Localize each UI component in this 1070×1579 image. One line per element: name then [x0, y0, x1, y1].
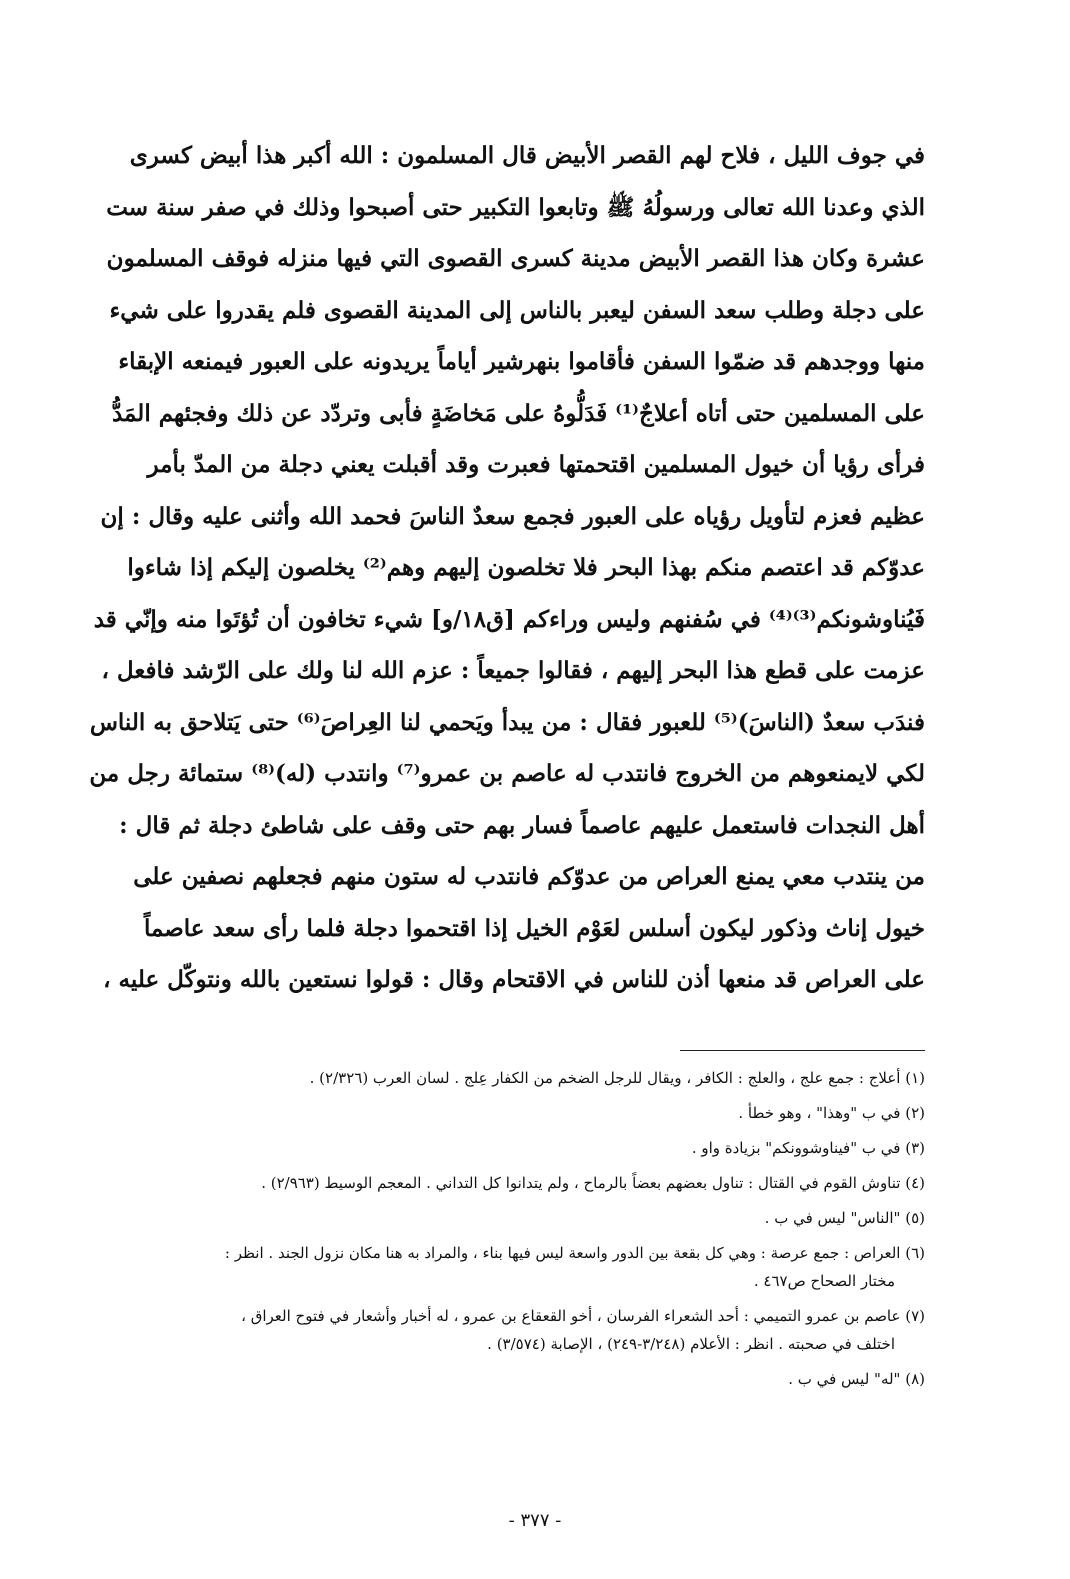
main-text — [89, 130, 925, 1006]
text-line: عشرة وكان هذا القصر الأبيض مدينة كسرى القصوى التي فيها منزله فوقف المسلمون — [106, 245, 925, 272]
footnote-text: (٨) "له" ليس في ب . — [788, 1370, 925, 1388]
footnote-4 — [150, 1169, 925, 1197]
footnote-text: (٧) عاصم بن عمرو التميمي : أحد الشعراء الفرسان ، أخو القعقاع بن عمرو ، له أخبار وأشعار في فتوح العراق ، — [241, 1307, 925, 1325]
footnote-continuation: مختار الصحاح ص٤٦٧ . — [753, 1272, 895, 1290]
footnote-text: (١) أعلاج : جمع علج ، والعلج : الكافر ، ويقال للرجل الضخم من الكفار عِلج . لسان العرب (٢/٣٢٦) . — [309, 1069, 925, 1087]
footnote-text: (٤) تناوش القوم في القتال : تناول بعضهم بعضاً بالرماح ، ولم يتدانوا كل التداني . المعجم الوسيط (٢/٩٦٣) . — [261, 1174, 925, 1192]
footnote-text: (٣) في ب "فيناوشوونكم" بزيادة واو . — [691, 1139, 925, 1157]
text-line: منها ووجدهم قد ضمّوا السفن فأقاموا بنهرشير أياماً يريدونه على العبور فيمنعه الإبقاء — [118, 348, 925, 375]
footnote-1 — [150, 1064, 925, 1092]
text-line: خيول إناث وذكور ليكون أسلس لعَوْم الخيل إذا اقتحموا دجلة فلما رأى سعد عاصماً — [143, 914, 925, 942]
text-line: فندَب سعدٌ (الناسَ)⁽⁵⁾ للعبور فقال : من يبدأ ويَحمي لنا العِراصَ⁽⁶⁾ حتى يَتلاحق به الناس — [89, 708, 925, 736]
text-line: على دجلة وطلب سعد السفن ليعبر بالناس إلى المدينة القصوى فلم يقدروا على شيء — [109, 296, 925, 324]
text-line: على المسلمين حتى أتاه أعلاجٌ⁽¹⁾ فَدَلُّوهُ على مَخاضَةٍ فأبى وتردّد عن ذلك وفجئهم المَدُّ — [111, 399, 925, 427]
footnote-continuation: اختلف في صحبته . انظر : الأعلام (٣/٢٤٨-٢٤٩) ، الإصابة (٣/٥٧٤) . — [487, 1335, 895, 1353]
page-number: - ٣٧٧ - — [508, 1510, 562, 1531]
footnotes — [150, 1064, 925, 1400]
footnote-7 — [150, 1302, 925, 1358]
footnote-text: (٦) العراص : جمع عرصة : وهي كل بقعة بين الدور واسعة ليس فيها بناء ، والمراد به هنا مكان نزول الجند . انظر : — [224, 1244, 925, 1262]
footnote-8 — [150, 1365, 925, 1393]
text-line: عزمت على قطع هذا البحر إليهم ، فقالوا جميعاً : عزم الله لنا ولك على الرّشد فافعل ، — [101, 657, 925, 684]
text-line: عدوّكم قد اعتصم منكم بهذا البحر فلا تخلصون إليهم وهم⁽²⁾ يخلصون إليكم إذا شاءوا — [127, 554, 925, 581]
text-line: في جوف الليل ، فلاح لهم القصر الأبيض قال المسلمون : الله أكبر هذا أبيض كسرى — [129, 142, 925, 169]
footnote-5 — [150, 1204, 925, 1232]
footnote-text: (٢) في ب "وهذا" ، وهو خطأ . — [738, 1104, 925, 1122]
footnote-separator — [680, 1050, 925, 1051]
text-line: عظيم فعزم لتأويل رؤياه على العبور فجمع سعدٌ الناسَ فحمد الله وأثنى عليه وقال : إن — [100, 502, 925, 530]
text-line: فَيُناوشونكم⁽³⁾⁽⁴⁾ في سُفنهم وليس وراءكم [ق١٨/و] شيء تخافون أن تُؤتَوا منه وإنّي قد — [93, 605, 925, 633]
footnote-text: (٥) "الناس" ليس في ب . — [764, 1209, 925, 1227]
text-line: على العراص قد منعها أذن للناس في الاقتحام وقال : قولوا نستعين بالله ونتوكّل عليه ، — [103, 966, 925, 993]
footnote-6 — [150, 1239, 925, 1295]
text-line: فرأى رؤيا أن خيول المسلمين اقتحمتها فعبرت وقد أقبلت يعني دجلة من المدّ بأمر — [147, 451, 925, 478]
footnote-2 — [150, 1099, 925, 1127]
text-line: لكي لايمنعوهم من الخروج فانتدب له عاصم بن عمرو⁽⁷⁾ وانتدب (له)⁽⁸⁾ ستمائة رجل من — [89, 760, 925, 787]
text-line: من ينتدب معي يمنع العراص من عدوّكم فانتدب له ستون منهم فجعلهم نصفين على — [133, 863, 925, 890]
footnote-3 — [150, 1134, 925, 1162]
text-line: أهل النجدات فاستعمل عليهم عاصماً فسار بهم حتى وقف على شاطئ دجلة ثم قال : — [119, 811, 925, 839]
text-line: الذي وعدنا الله تعالى ورسولُهُ ﷺ وتابعوا التكبير حتى أصبحوا وذلك في صفر سنة ست — [106, 193, 925, 221]
